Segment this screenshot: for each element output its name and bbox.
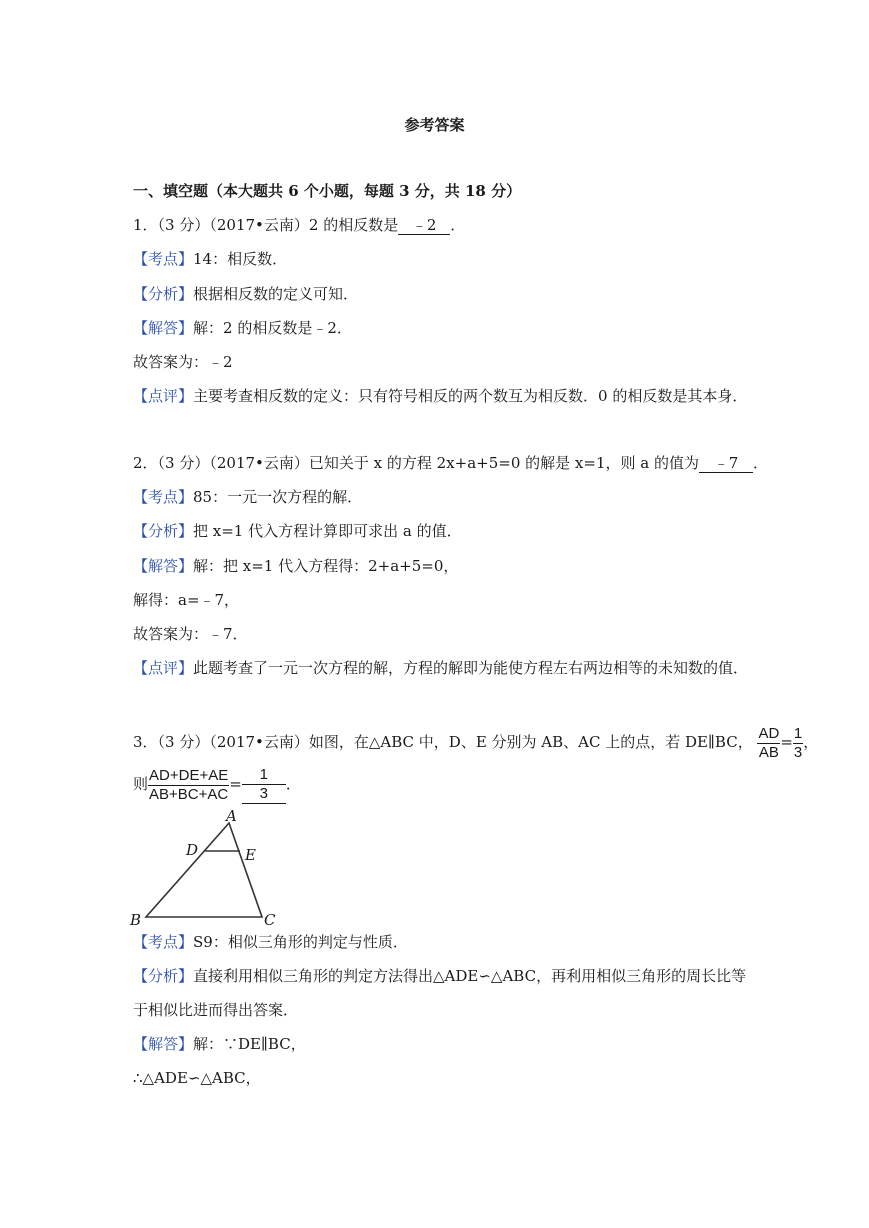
label-d: D: [186, 841, 199, 859]
question-2-end: ．: [752, 454, 768, 472]
ratio-end: ，: [803, 733, 819, 751]
kaodian-text: S9：相似三角形的判定与性质．: [193, 933, 408, 951]
question-2-stem: [133, 453, 768, 473]
fenxi-tag: 【分析】: [133, 967, 194, 985]
ratio-value-denominator: 3: [793, 743, 803, 761]
label-c: C: [264, 911, 276, 929]
question-1-fenxi: [133, 284, 358, 304]
jieda-tag: 【解答】: [133, 319, 194, 337]
kaodian-tag: 【考点】: [133, 933, 194, 951]
expression-denominator: AB+BC+AC: [149, 785, 229, 803]
question-3-step: ∴△ADE∽△ABC，: [133, 1069, 261, 1087]
question-3-end: ．: [285, 775, 301, 793]
fenxi-text: 直接利用相似三角形的判定方法得出△ADE∽△ABC，再利用相似三角形的周长比等: [193, 967, 747, 985]
ratio-value-numerator: 1: [793, 724, 803, 742]
jieda-text: 解：∵DE∥BC，: [193, 1035, 306, 1053]
question-3-text: 3．（3 分）（2017•云南）如图，在△ABC 中，D、E 分别为 AB、AC 上的点，若 DE∥BC，: [133, 733, 753, 751]
kaodian-tag: 【考点】: [133, 488, 194, 506]
label-a: A: [226, 807, 237, 825]
question-3-kaodian: [133, 932, 408, 952]
label-b: B: [130, 911, 142, 929]
question-1-text: 1．（3 分）（2017•云南）2 的相反数是: [133, 216, 399, 234]
question-1-result: 故答案为：﹣2: [133, 353, 233, 371]
triangle-abc: [146, 823, 262, 917]
dianping-text: 主要考查相反数的定义：只有符号相反的两个数互为相反数．0 的相反数是其本身．: [193, 387, 748, 405]
dianping-tag: 【点评】: [133, 659, 194, 677]
question-1-stem: [133, 215, 465, 235]
kaodian-text: 85：一元一次方程的解．: [193, 488, 363, 506]
kaodian-tag: 【考点】: [133, 250, 194, 268]
jieda-text: 解：2 的相反数是﹣2．: [193, 319, 352, 337]
expression-fraction: [148, 767, 229, 804]
question-3-fenxi-cont: 于相似比进而得出答案．: [133, 1001, 299, 1019]
answer-denominator: 3: [259, 785, 268, 802]
jieda-tag: 【解答】: [133, 557, 194, 575]
jieda-tag: 【解答】: [133, 1035, 194, 1053]
ratio-denominator: AB: [758, 743, 779, 761]
ratio-numerator: AD: [758, 724, 780, 742]
fenxi-tag: 【分析】: [133, 285, 194, 303]
question-1-end: ．: [450, 216, 466, 234]
fenxi-tag: 【分析】: [133, 522, 194, 540]
ratio-equals: =: [780, 733, 793, 751]
expression-numerator: AD+DE+AE: [149, 766, 229, 784]
kaodian-text: 14：相反数．: [193, 250, 288, 268]
question-2-kaodian: [133, 487, 362, 507]
question-3-jieda: [133, 1034, 306, 1054]
section-heading: 一、填空题（本大题共 6 个小题，每题 3 分，共 18 分）: [133, 182, 522, 200]
question-2-text: 2．（3 分）（2017•云南）已知关于 x 的方程 2x+a+5=0 的解是 x=1，则 a 的值为: [133, 454, 699, 472]
label-e: E: [245, 846, 256, 864]
question-2-result: 故答案为：﹣7．: [133, 625, 248, 643]
answer-numerator: 1: [242, 766, 286, 785]
question-3-expression: [133, 765, 301, 804]
fenxi-text: 把 x=1 代入方程计算即可求出 a 的值．: [193, 522, 462, 540]
dianping-tag: 【点评】: [133, 387, 194, 405]
ratio-value-fraction: [793, 725, 803, 762]
question-1-answer-blank: ﹣2: [398, 217, 450, 235]
expression-equals: =: [229, 775, 242, 793]
question-2-fenxi: [133, 521, 462, 541]
question-3-stem: [133, 723, 818, 762]
fenxi-text: 根据相反数的定义可知．: [193, 285, 359, 303]
jieda-text: 解：把 x=1 代入方程得：2+a+5=0，: [193, 557, 459, 575]
question-3-fenxi: [133, 966, 746, 986]
question-1-kaodian: [133, 249, 287, 269]
then-text: 则: [133, 775, 149, 793]
question-2-answer-blank: ﹣7: [699, 455, 753, 473]
ratio-fraction: [757, 725, 780, 762]
page-title: 参考答案: [404, 116, 465, 134]
triangle-figure: [126, 805, 286, 930]
question-2-jieda: [133, 556, 458, 576]
question-1-jieda: [133, 318, 352, 338]
question-2-dianping: [133, 658, 748, 678]
question-2-step: 解得：a=﹣7，: [133, 591, 240, 609]
question-1-dianping: [133, 386, 747, 406]
answer-blank-fraction: [242, 766, 286, 804]
dianping-text: 此题考查了一元一次方程的解，方程的解即为能使方程左右两边相等的未知数的值．: [193, 659, 749, 677]
